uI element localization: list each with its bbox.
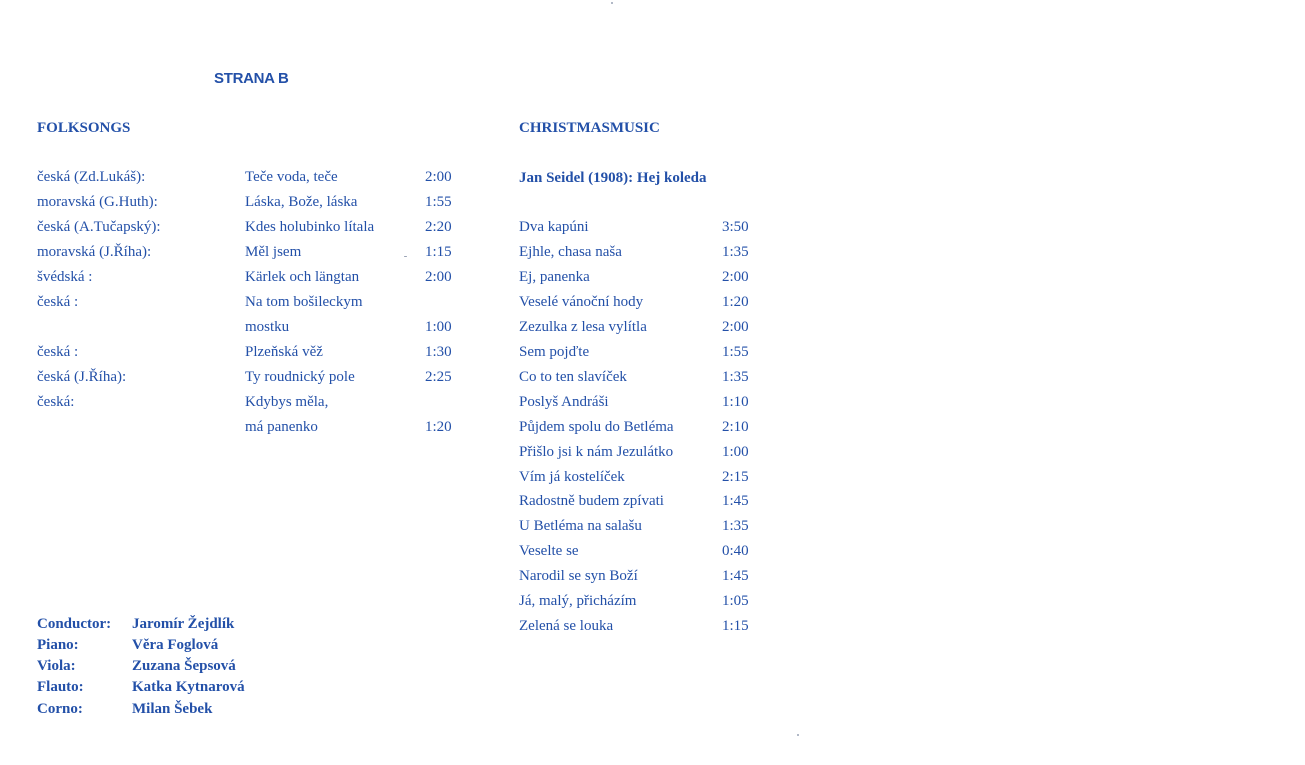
folksongs-heading: FOLKSONGS — [37, 120, 131, 136]
folksong-duration: 2:25 — [425, 369, 452, 385]
carol-title: Poslyš Andráši — [519, 394, 609, 410]
credit-name: Milan Šebek — [132, 701, 213, 717]
carol-duration: 3:50 — [722, 219, 749, 235]
folksong-origin: švédská : — [37, 269, 93, 285]
credit-name: Jaromír Žejdlík — [132, 616, 235, 632]
folksong-title: Láska, Bože, láska — [245, 194, 358, 210]
scan-speck — [404, 256, 407, 257]
scan-speck — [611, 2, 613, 4]
carol-duration: 2:10 — [722, 419, 749, 435]
folksong-title: má panenko — [245, 419, 318, 435]
carol-duration: 1:05 — [722, 593, 749, 609]
carol-title: Veselte se — [519, 543, 579, 559]
carol-duration: 1:35 — [722, 244, 749, 260]
folksong-origin: česká (J.Říha): — [37, 369, 127, 385]
folksong-title: Kärlek och längtan — [245, 269, 360, 285]
folksong-duration: 1:30 — [425, 344, 452, 360]
folksong-title: Ty roudnický pole — [245, 369, 355, 385]
carol-duration: 1:55 — [722, 344, 749, 360]
carol-duration: 2:00 — [722, 269, 749, 285]
carol-title: Zelená se louka — [519, 618, 614, 634]
folksong-duration: 2:00 — [425, 169, 452, 185]
folksong-title: Plzeňská věž — [245, 344, 323, 360]
carol-duration: 1:45 — [722, 493, 749, 509]
folksong-duration: 2:00 — [425, 269, 452, 285]
carol-duration: 1:20 — [722, 294, 749, 310]
folksong-title: Na tom bošileckym — [245, 294, 363, 310]
folksong-origin: česká : — [37, 294, 79, 310]
folksong-title: Měl jsem — [245, 244, 302, 260]
folksong-title: Teče voda, teče — [245, 169, 338, 185]
folksong-origin: česká : — [37, 344, 79, 360]
side-title: STRANA B — [214, 70, 289, 87]
carol-duration: 1:15 — [722, 618, 749, 634]
christmas-heading: CHRISTMASMUSIC — [519, 120, 660, 136]
folksong-duration: 1:00 — [425, 319, 452, 335]
folksong-duration: 1:20 — [425, 419, 452, 435]
carol-title: Zezulka z lesa vylítla — [519, 319, 647, 335]
folksong-duration: 1:15 — [425, 244, 452, 260]
carol-title: Co to ten slavíček — [519, 369, 627, 385]
carol-title: Sem pojďte — [519, 344, 590, 360]
scan-speck — [797, 734, 799, 736]
folksong-duration: 2:20 — [425, 219, 452, 235]
folksong-duration: 1:55 — [425, 194, 452, 210]
carol-title: Dva kapúni — [519, 219, 589, 235]
credit-role: Corno: — [37, 701, 83, 717]
carol-title: Vím já kostelíček — [519, 469, 625, 485]
folksong-origin: česká (A.Tučapský): — [37, 219, 161, 235]
credit-role: Piano: — [37, 637, 79, 653]
credit-role: Conductor: — [37, 616, 112, 632]
christmas-subheading: Jan Seidel (1908): Hej koleda — [519, 170, 707, 186]
carol-title: Půjdem spolu do Betléma — [519, 419, 674, 435]
folksong-title: Kdes holubinko lítala — [245, 219, 375, 235]
credit-name: Katka Kytnarová — [132, 679, 245, 695]
carol-title: Radostně budem zpívati — [519, 493, 664, 509]
folksong-origin: česká: — [37, 394, 75, 410]
carol-duration: 2:15 — [722, 469, 749, 485]
carol-duration: 1:45 — [722, 568, 749, 584]
carol-title: Přišlo jsi k nám Jezulátko — [519, 444, 674, 460]
carol-title: Ejhle, chasa naša — [519, 244, 622, 260]
carol-title: Ej, panenka — [519, 269, 590, 285]
folksong-title: mostku — [245, 319, 290, 335]
carol-duration: 1:35 — [722, 518, 749, 534]
carol-duration: 1:35 — [722, 369, 749, 385]
carol-duration: 2:00 — [722, 319, 749, 335]
carol-title: Veselé vánoční hody — [519, 294, 644, 310]
carol-duration: 1:10 — [722, 394, 749, 410]
carol-title: U Betléma na salašu — [519, 518, 642, 534]
carol-title: Já, malý, přicházím — [519, 593, 637, 609]
credit-role: Viola: — [37, 658, 76, 674]
folksong-origin: česká (Zd.Lukáš): — [37, 169, 146, 185]
carol-duration: 0:40 — [722, 543, 749, 559]
carol-duration: 1:00 — [722, 444, 749, 460]
folksong-title: Kdybys měla, — [245, 394, 329, 410]
folksong-origin: moravská (G.Huth): — [37, 194, 158, 210]
folksong-origin: moravská (J.Říha): — [37, 244, 152, 260]
credit-name: Zuzana Šepsová — [132, 658, 236, 674]
credit-name: Věra Foglová — [132, 637, 219, 653]
carol-title: Narodil se syn Boží — [519, 568, 638, 584]
credit-role: Flauto: — [37, 679, 84, 695]
